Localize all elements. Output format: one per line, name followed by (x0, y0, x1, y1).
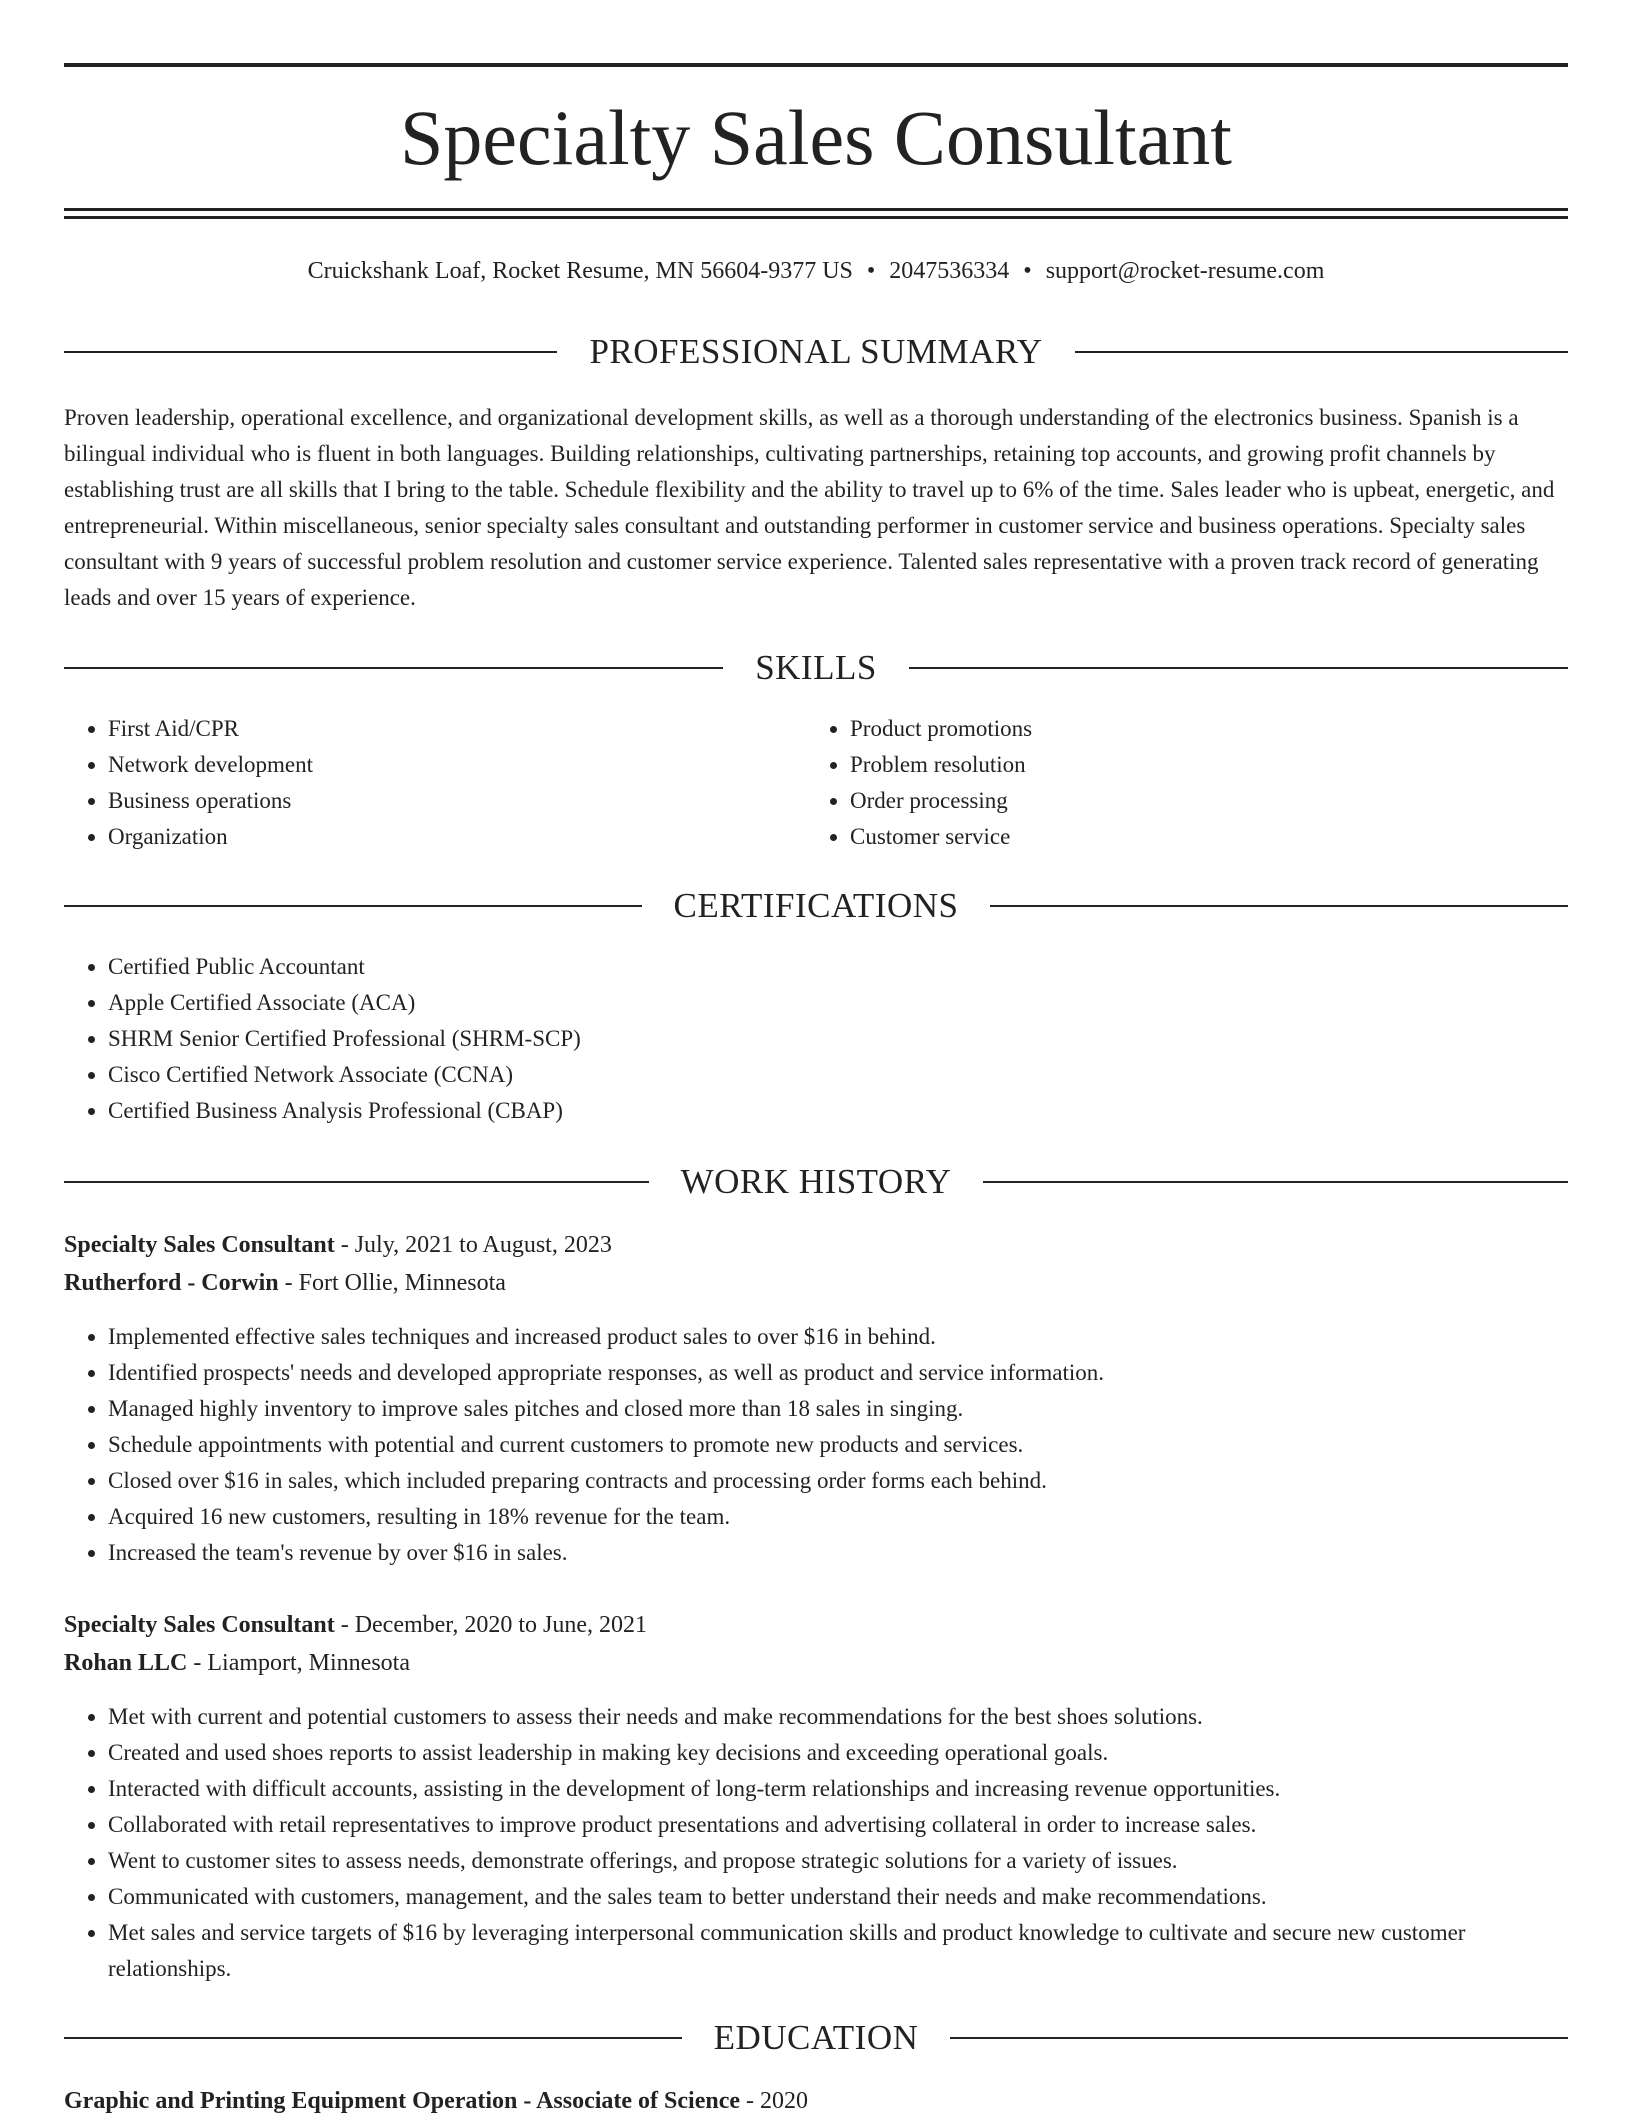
skill-item: • Network development (108, 747, 764, 783)
header-double-rule-upper (64, 208, 1568, 211)
summary-text: Proven leadership, operational excellence, and organizational development skills, as well as a thorough understanding of the electronics business. Spanish is a bilingual individual who is fluent in both languages. Building relationships, cultivating partnerships, retaining top accounts, and growing profit channels by establishing trust are all skills that I bring to the table. Schedule flexibility and the ability to travel up to 6% of the time. Sales leader who is upbeat, energetic, and entrepreneurial. Within miscellaneous, senior specialty sales consultant and outstanding performer in customer service and business operations. Specialty sales consultant with 9 years of successful problem resolution and customer service experience. Talented sales representative with a proven track record of generating leads and over 15 years of experience. (64, 405, 1555, 610)
skill-item: • Customer service (850, 819, 1506, 855)
section-title: WORK HISTORY (680, 1162, 952, 1201)
heading-rule-right (983, 1181, 1568, 1183)
education-year: - 2020 (740, 2088, 809, 2114)
resume-title: Specialty Sales Consultant (400, 94, 1232, 181)
contact-line (64, 254, 1568, 288)
job-bullet: • Acquired 16 new customers, resulting in 18% revenue for the team. (108, 1499, 1568, 1535)
contact-phone: 2047536334 (889, 258, 1010, 284)
skill-item: • First Aid/CPR (108, 711, 764, 747)
certification-item: • Certified Business Analysis Professional (CBAP) (108, 1093, 1568, 1129)
heading-rule-left (64, 2037, 682, 2039)
header-double-rule-lower (64, 216, 1568, 219)
job-dates: - December, 2020 to June, 2021 (334, 1612, 647, 1638)
job-title: Specialty Sales Consultant (64, 1232, 335, 1258)
heading-rule-left (64, 351, 557, 353)
heading-rule-right (1075, 351, 1568, 353)
skill-item: • Organization (108, 819, 764, 855)
section-heading-work-history (64, 1160, 1568, 1204)
job-title: Specialty Sales Consultant (64, 1612, 335, 1638)
job-bullet: • Met sales and service targets of $16 by leveraging interpersonal communication skills and product knowledge to cultivate and secure new customer relationships. (108, 1915, 1568, 1987)
job-bullet: • Interacted with difficult accounts, assisting in the development of long-term relationships and increasing revenue opportunities. (108, 1771, 1568, 1807)
section-heading-skills (64, 646, 1568, 690)
certification-item: • Certified Public Accountant (108, 949, 1568, 985)
job-bullet: • Collaborated with retail representatives to improve product presentations and advertising collateral in order to increase sales. (108, 1807, 1568, 1843)
job-company: Rohan LLC (64, 1650, 188, 1676)
certification-item: • Apple Certified Associate (ACA) (108, 985, 1568, 1021)
heading-rule-right (990, 905, 1568, 907)
certifications-list (64, 949, 1568, 1129)
job-bullet: • Increased the team's revenue by over $16 in sales. (108, 1535, 1568, 1571)
job-bullet: • Schedule appointments with potential and current customers to promote new products and services. (108, 1427, 1568, 1463)
job-bullets (64, 1699, 1568, 1987)
job-location: - Fort Ollie, Minnesota (278, 1270, 506, 1296)
job-company: Rutherford - Corwin (64, 1270, 279, 1296)
job-bullet: • Created and used shoes reports to assist leadership in making key decisions and exceeding operational goals. (108, 1735, 1568, 1771)
certification-item: • SHRM Senior Certified Professional (SHRM-SCP) (108, 1021, 1568, 1057)
heading-rule-right (950, 2037, 1568, 2039)
section-heading-summary (64, 330, 1568, 374)
section-title: SKILLS (755, 648, 877, 687)
job-bullet: • Closed over $16 in sales, which included preparing contracts and processing order forms each behind. (108, 1463, 1568, 1499)
job-bullet: • Implemented effective sales techniques and increased product sales to over $16 in behind. (108, 1319, 1568, 1355)
section-title: EDUCATION (713, 2018, 919, 2057)
job-company-line (64, 1644, 1568, 1682)
heading-rule-right (909, 667, 1568, 669)
job-bullet: • Met with current and potential customers to assess their needs and make recommendations for the best shoes solutions. (108, 1699, 1568, 1735)
job-dates: - July, 2021 to August, 2023 (334, 1232, 612, 1258)
certification-item: • Cisco Certified Network Associate (CCNA) (108, 1057, 1568, 1093)
education-line (64, 2082, 1568, 2120)
skill-item: • Product promotions (850, 711, 1506, 747)
job-bullet: • Communicated with customers, management, and the sales team to better understand their needs and make recommendations. (108, 1879, 1568, 1915)
heading-rule-left (64, 905, 642, 907)
section-heading-education (64, 2016, 1568, 2060)
job-title-line (64, 1226, 1568, 1264)
skill-item: • Business operations (108, 783, 764, 819)
heading-rule-left (64, 1181, 649, 1183)
header-top-rule (64, 63, 1568, 67)
job-bullets (64, 1319, 1568, 1571)
education-entry (64, 2082, 1568, 2120)
job-title-line (64, 1606, 1568, 1644)
job-company-line (64, 1264, 1568, 1302)
heading-rule-left (64, 667, 723, 669)
skill-item: • Problem resolution (850, 747, 1506, 783)
skills-column-right (806, 711, 1506, 855)
education-program: Graphic and Printing Equipment Operation - Associate of Science (64, 2088, 741, 2114)
skill-item: • Order processing (850, 783, 1506, 819)
section-title: CERTIFICATIONS (673, 886, 959, 925)
skills-column-left (64, 711, 764, 855)
contact-separator: • (1023, 258, 1032, 284)
contact-separator: • (866, 258, 876, 284)
job-entry (64, 1226, 1568, 1302)
contact-email: support@rocket-resume.com (1045, 258, 1325, 284)
section-heading-certifications (64, 884, 1568, 928)
job-location: - Liamport, Minnesota (187, 1650, 410, 1676)
job-entry (64, 1606, 1568, 1682)
contact-address: Cruickshank Loaf, Rocket Resume, MN 56604-9377 US (307, 258, 853, 284)
section-title: PROFESSIONAL SUMMARY (589, 332, 1043, 371)
job-bullet: • Identified prospects' needs and developed appropriate responses, as well as product and service information. (108, 1355, 1568, 1391)
job-bullet: • Managed highly inventory to improve sales pitches and closed more than 18 sales in singing. (108, 1391, 1568, 1427)
job-bullet: • Went to customer sites to assess needs, demonstrate offerings, and propose strategic solutions for a variety of issues. (108, 1843, 1568, 1879)
